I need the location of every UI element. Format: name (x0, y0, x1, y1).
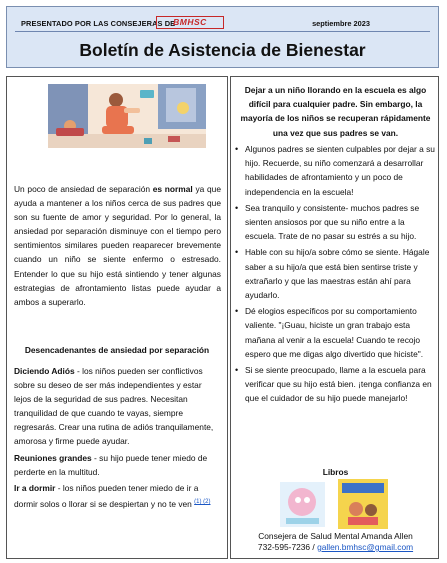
child-playing-illustration (48, 84, 206, 148)
list-item (233, 245, 435, 302)
newsletter-page (4, 4, 443, 559)
bullet-icon: • (235, 365, 239, 376)
trigger-item (14, 364, 221, 449)
left-column (6, 76, 228, 559)
intro-emphasis: es normal (152, 184, 193, 194)
tip-text: Algunos padres se sienten culpables por dejar a su hijo. Recuerde, su niño comenzará a desarrollar habilidades de afrontamiento y un poco de independencia en la escuela! (245, 144, 435, 197)
trigger-text: - los niños pueden tener miedo de ir a dormir solos o llorar si se despiertan y no te ven (14, 482, 199, 509)
bullet-icon: • (235, 202, 239, 213)
triggers-heading: Desencadenantes de ansiedad por separación (24, 345, 210, 355)
issue-date: septiembre 2023 (312, 19, 370, 28)
triggers-list (14, 364, 221, 513)
presented-by-text: PRESENTADO POR LAS CONSEJERAS DE (21, 19, 176, 28)
tip-text: Si se siente preocupado, llame a la escuela para verificar que su hijo está bien. ¡tenga confianza en que el cuidador de su hijo puede manejarlo! (245, 365, 432, 404)
list-item (233, 304, 435, 361)
phone-number: 732-595-7236 / (257, 542, 318, 552)
counselor-name: Consejera de Salud Mental Amanda Allen (258, 531, 413, 541)
trigger-text: - los niños pueden ser conflictivos sobre su deseo de ser más independientes y estar lejos de la seguridad de sus padres. Necesitan tranquilidad de que cuando te vayas, siempre regresarás. Crear una rutina de adiós tranquilamente, amorosa y firme puede ayudar. (14, 366, 214, 447)
intro-paragraph (14, 182, 221, 309)
trigger-item (14, 451, 221, 479)
bullet-icon: • (235, 306, 239, 317)
quote-paragraph: Dejar a un niño llorando en la escuela es algo difícil para cualquier padre. Sin embargo, la mayoría de los niños se recuperan rápidamente una vez que sus padres se van. (240, 85, 431, 138)
intro-text-rest: ya que ayuda a mantener a los niños cerca de sus padres que son su fuente de amor y seguridad. Por lo general, la ansiedad por separación disminuye con el tiempo pero sentimientos similares pueden reaparecer brevemente cuando un niño se siente enfermo o estresado. Entender lo que su hijo está sintiendo y tener algunas estrategias de afrontamiento listas puede ayudar a ambos a superarlo. (14, 184, 221, 307)
email-link[interactable]: gallen.bmhsc@gmail.com (317, 542, 414, 552)
tip-text: Sea tranquilo y consistente- muchos padres se sienten ansiosos por que su niño entre a la escuela. Trate de no pasar su estrés a su hijo. (245, 202, 420, 242)
signature-block (231, 531, 440, 553)
bmhsc-logo: BMHSC (156, 16, 224, 29)
list-item (233, 201, 435, 244)
trigger-label: Ir a dormir (14, 482, 56, 493)
contact-line (231, 542, 440, 553)
reference-links[interactable]: (1) (2) (194, 498, 211, 505)
books-heading: Libros (322, 467, 349, 477)
bullet-icon: • (235, 144, 239, 154)
tip-text: Dé elogios específicos por su comportamiento valiente. "¡Guau, hiciste un gran trabajo esta mañana al venir a la escuela! Cuando te recojo espero que me digas algo divertido que hiciste". (245, 306, 424, 359)
right-column (230, 76, 439, 559)
header-banner (6, 6, 439, 68)
trigger-item (14, 481, 221, 511)
list-item (233, 363, 435, 406)
intro-text-start: Un poco de ansiedad de separación (14, 184, 153, 194)
trigger-label: Reuniones grandes (14, 452, 92, 463)
header-divider (15, 31, 430, 32)
trigger-label: Diciendo Adiós (14, 366, 75, 376)
newsletter-title: Boletín de Asistencia de Bienestar (79, 40, 366, 60)
book-cover-1-icon (280, 482, 325, 527)
book-cover-2-icon (338, 479, 388, 529)
tip-text: Hable con su hijo/a sobre cómo se siente. Hágale saber a su hijo/a que está bien sentirse triste y extrañarlo y que las maestras están ahí para ayudarlo. (245, 247, 430, 301)
tips-list (233, 142, 435, 408)
bullet-icon: • (235, 247, 239, 258)
trigger-text: - su hijo puede tener miedo de perderte en la multitud. (14, 452, 208, 477)
list-item (233, 142, 435, 199)
